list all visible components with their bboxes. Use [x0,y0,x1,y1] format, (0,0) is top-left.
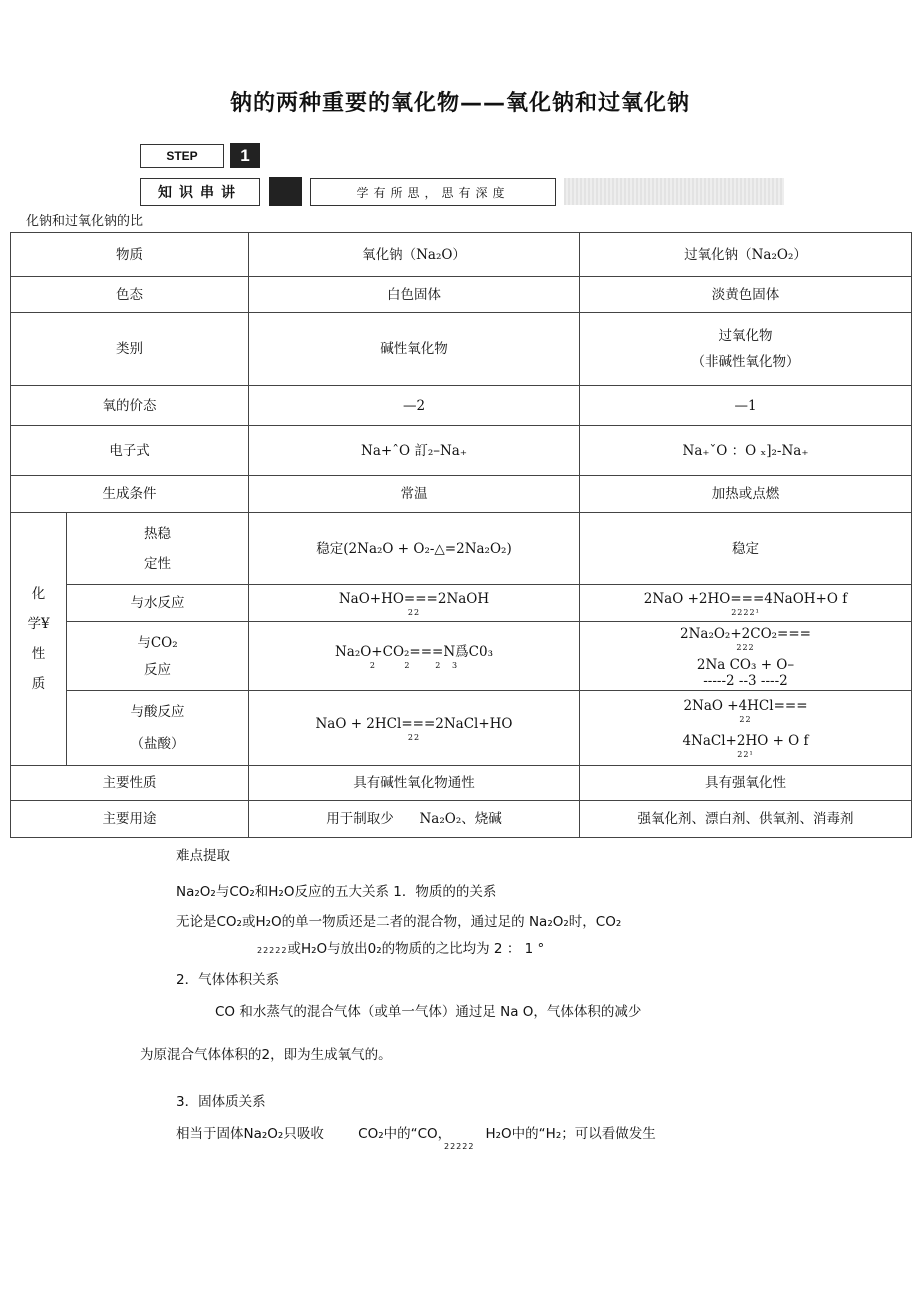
subscript-line: 22 [407,607,421,617]
row-label [67,513,249,585]
cell-na2o: Na+ˆO 訂₂–Na₊ [249,426,580,476]
subscript-line: 22¹ [737,750,754,759]
cell-na2o2 [580,585,912,622]
table-row [11,766,912,801]
cell-line: （非碱性氧化物） [691,354,800,370]
cell-line: NaO+HO===2NaOH [338,590,490,607]
subscript-line: 222 [736,642,755,652]
row-label [67,691,249,766]
cell-line: 2NaO +4HCl=== [683,698,808,714]
cell-na2o [249,622,580,691]
cell-na2o2 [580,691,912,766]
cell-na2o2: 加热或点燃 [580,476,912,513]
notes-section-heading: 2．气体体积关系 [176,972,280,988]
subscript-line: 22 [407,732,421,742]
cell-line: NaO + 2HCl===2NaCl+HO [315,715,513,732]
cell-line: 定性 [144,555,171,572]
cell-na2o: 白色固体 [249,277,580,313]
step-label: STEP [140,144,224,168]
notes-text: 或H₂O与放出0₂的物质的之比均为 2 ： 1 ° [287,941,545,957]
subscript-line: 2222¹ [731,607,760,617]
cell-na2o2 [580,313,912,386]
cell-na2o2: 过氧化钠（Na₂O₂） [580,233,912,277]
cell-na2o: 常温 [249,476,580,513]
cell-na2o [249,585,580,622]
cell-line: 2Na₂O₂+2CO₂=== [680,625,811,642]
group-label-char: 化 [31,586,46,602]
cell-na2o2: 稳定 [580,513,912,585]
group-label-char: 学¥ [27,616,50,632]
table-row [11,513,912,585]
row-label: 氧的价态 [11,386,249,426]
cell-na2o2: 强氧化剂、漂白剂、供氧剂、消毒剂 [580,801,912,838]
cell-na2o [249,691,580,766]
notes-paragraph: 为原混合气体体积的2，即为生成氧气的。 [140,1047,392,1063]
cell-line: 与酸反应 [130,704,185,720]
table-row [11,476,912,513]
notes-paragraph: 无论是CO₂或H₂O的单一物质还是二者的混合物，通过足的 Na₂O₂时，CO₂ [176,914,622,930]
row-label [67,622,249,691]
page-title: 钠的两种重要的氧化物——氧化钠和过氧化钠 [229,91,690,116]
notes-text: 相当于固体Na₂O₂只吸收 CO₂中的“CO， H₂O中的“H₂；可以看做发生 [176,1126,656,1142]
cell-na2o: 碱性氧化物 [249,313,580,386]
cell-na2o: 用于制取少 Na₂O₂、烧碱 [249,801,580,838]
row-label: 电子式 [11,426,249,476]
notes-heading: 难点提取 [176,848,230,864]
cell-line: 2Na CO₃ + O– [696,656,795,673]
chemical-properties-label [11,513,67,766]
cell-na2o2: Na₊ˇO ：O ₓ]₂-Na₊ [580,426,912,476]
cell-line: -----2 --3 ----2 [703,672,788,689]
cell-line: 反应 [144,662,171,678]
cell-na2o2: 淡黄色固体 [580,277,912,313]
cell-line: 热稳 [144,525,171,542]
cell-na2o2: 具有强氧化性 [580,766,912,801]
row-label: 生成条件 [11,476,249,513]
table-row [11,426,912,476]
table-row [11,801,912,838]
cell-line: 过氧化物 [718,328,773,344]
cell-line: 4NaCl+2HO + O f [682,733,809,749]
cell-na2o: 具有碱性氧化物通性 [249,766,580,801]
cell-line: 与CO₂ [137,635,178,651]
subscript-line: 2 2 2 3 [369,660,459,670]
section-marker [269,177,302,206]
subscript-line: 22222 [257,946,288,955]
section-label: 知识串讲 [140,178,260,206]
cell-line: （盐酸） [130,736,185,752]
table-row [11,233,912,277]
cell-na2o: 氧化钠（Na₂O） [249,233,580,277]
table-row [11,585,912,622]
notes-section-heading: 3．固体质关系 [176,1094,266,1110]
table-row [11,386,912,426]
cell-na2o2: —1 [580,386,912,426]
cell-line: Na₂O+CO₂===N爲C0₃ [334,643,494,660]
row-label: 物质 [11,233,249,277]
row-label: 色态 [11,277,249,313]
table-row [11,691,912,766]
section-motto: 学有所思，思有深度 [310,178,556,206]
comparison-table [10,232,912,838]
cell-line: 2NaO +2HO===4NaOH+O f [643,590,848,607]
decorative-bar [564,178,784,205]
row-label: 类别 [11,313,249,386]
notes-intro: Na₂O₂与CO₂和H₂O反应的五大关系 1．物质的的关系 [176,884,497,900]
row-label: 主要用途 [11,801,249,838]
group-label-char: 性 [31,646,46,662]
row-label: 与水反应 [67,585,249,622]
row-label: 主要性质 [11,766,249,801]
group-label-char: 质 [31,676,46,692]
table-caption: 化钠和过氧化钠的比 [26,214,144,229]
subscript-line: 22 [739,715,752,724]
notes-paragraph [257,937,544,957]
cell-na2o2 [580,622,912,691]
step-number: 1 [230,143,260,168]
table-row [11,622,912,691]
notes-paragraph: CO 和水蒸气的混合气体（或单一气体）通过足 Na O，气体体积的减少 [215,1004,642,1020]
subscript-line: 22222 [444,1142,475,1151]
table-row [11,313,912,386]
cell-na2o: —2 [249,386,580,426]
table-row [11,277,912,313]
notes-paragraph [176,1122,656,1152]
cell-na2o: 稳定(2Na₂O + O₂-△=2Na₂O₂) [249,513,580,585]
